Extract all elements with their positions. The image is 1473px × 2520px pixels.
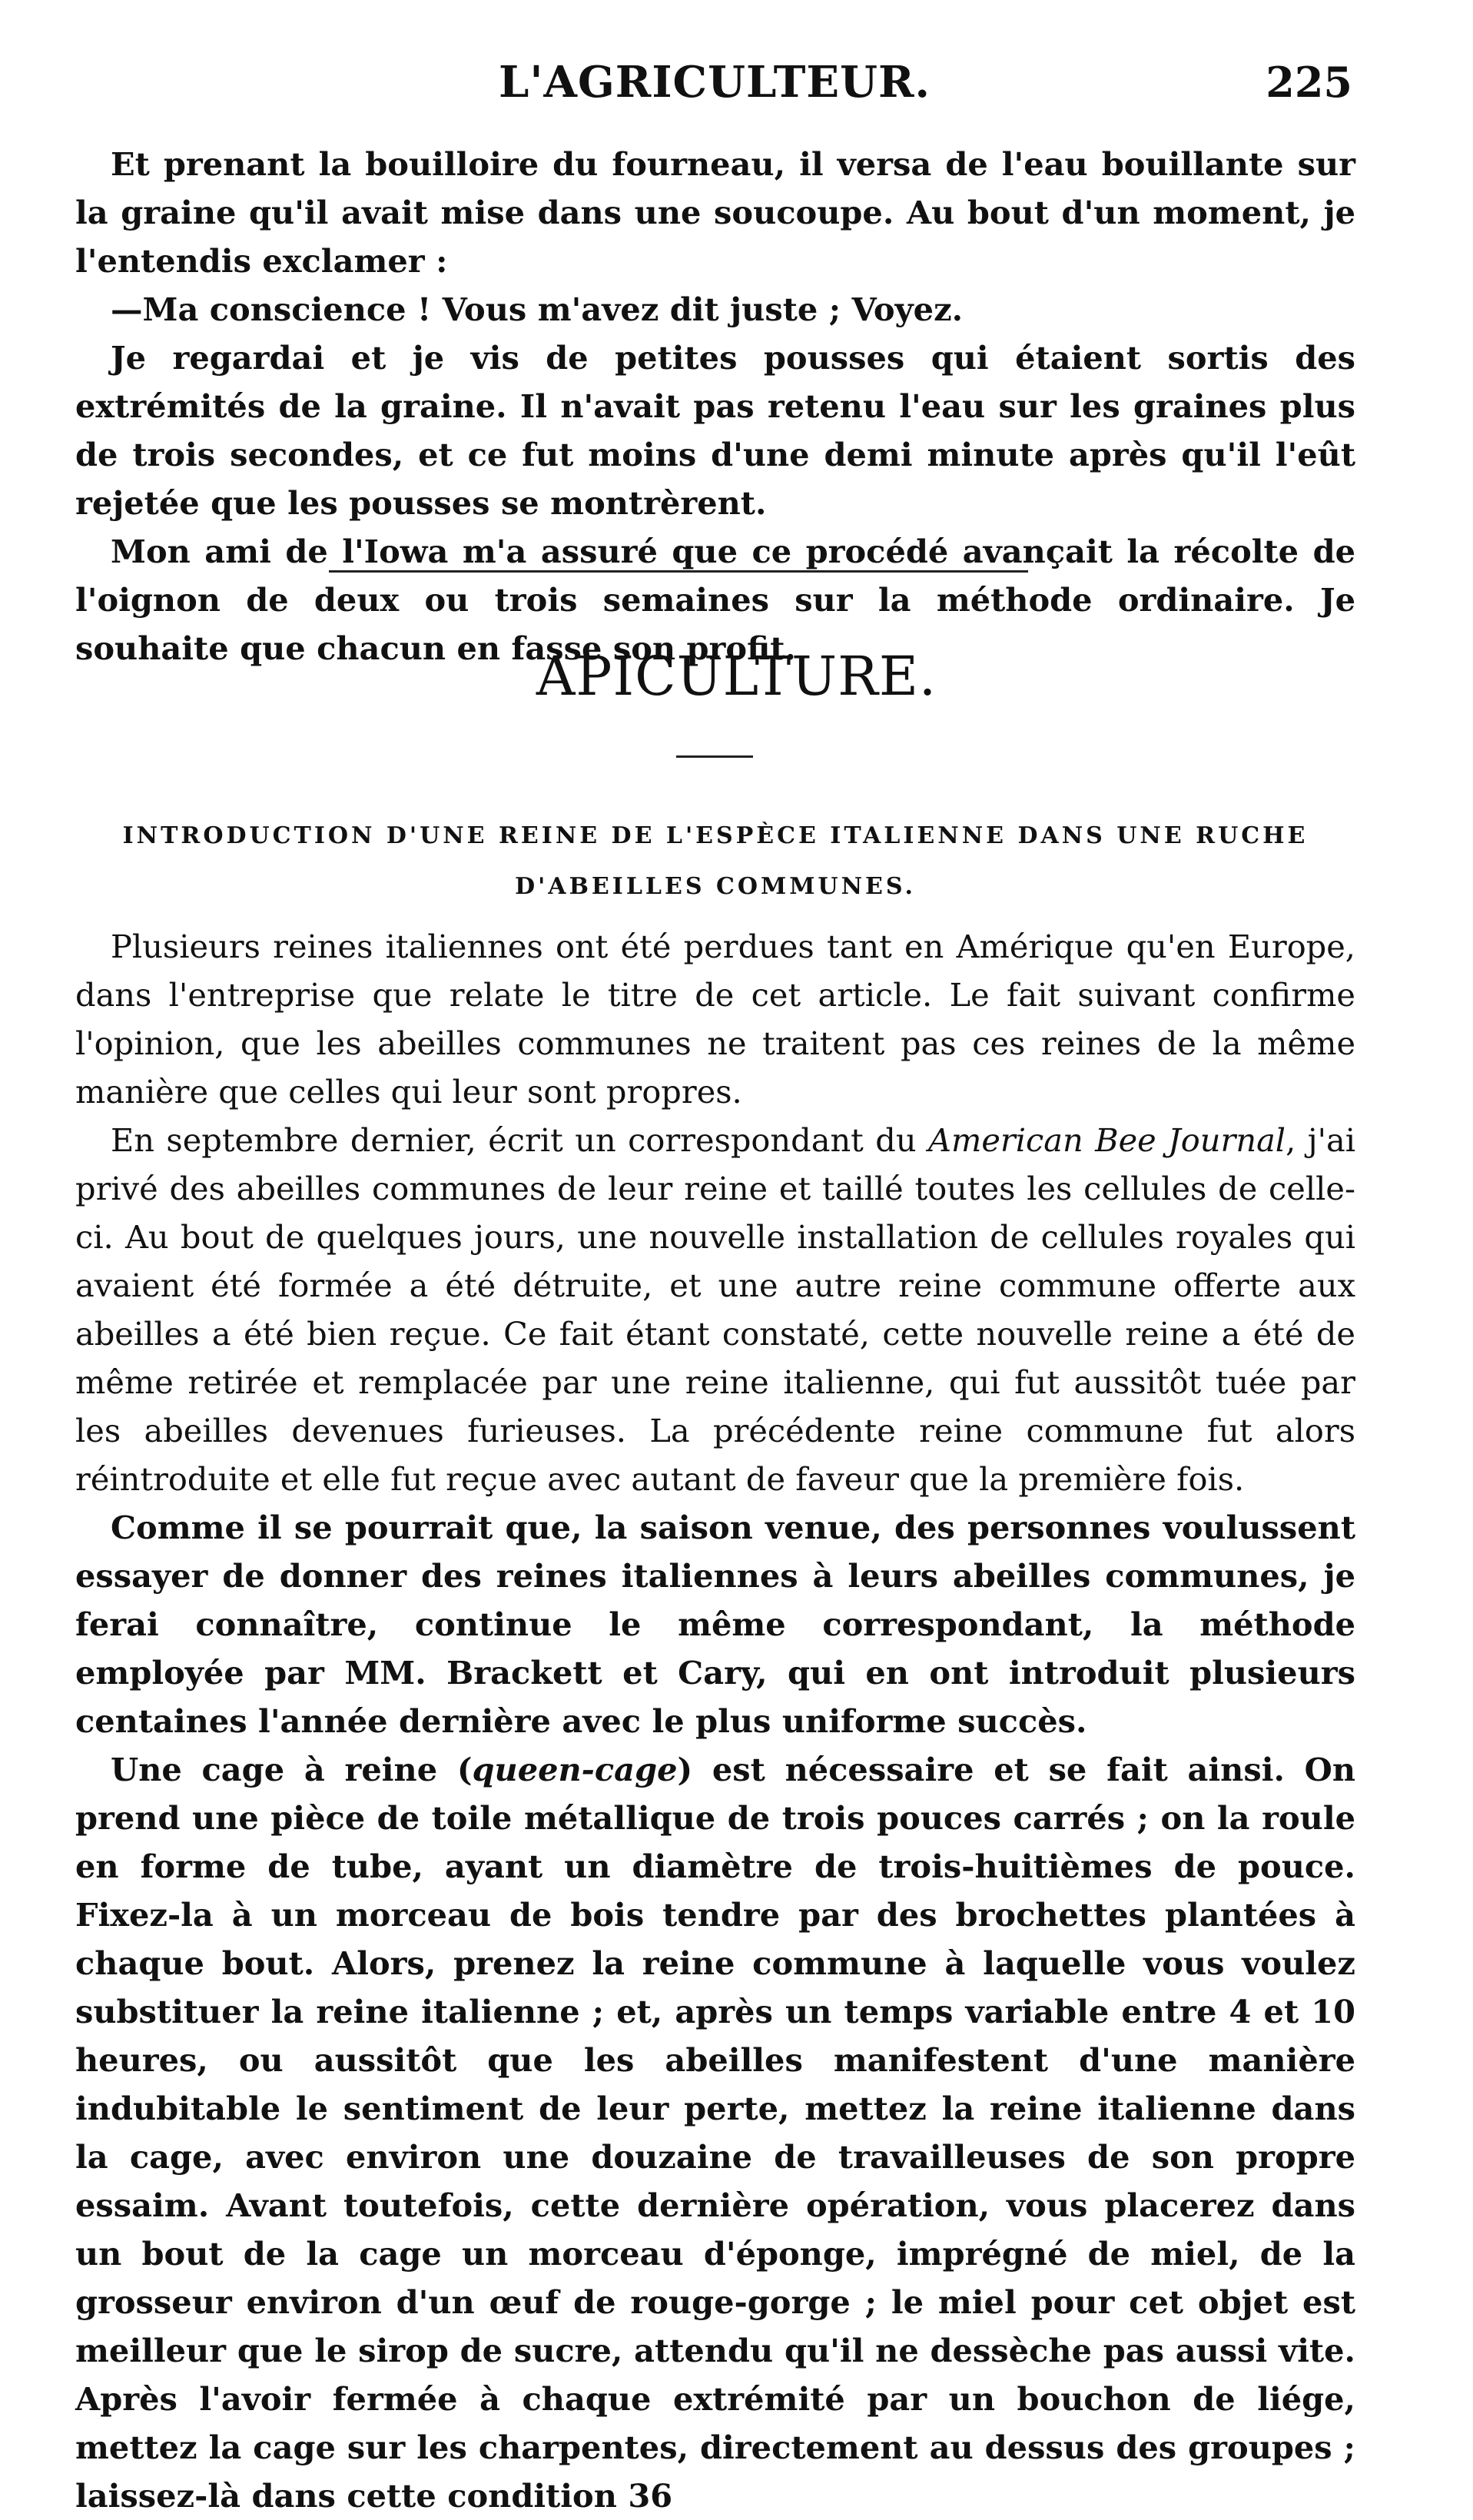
text-run: , j'ai privé des abeilles communes de leur reine et taillé toutes les cellules de celle-ci. Au bout de quelques jours, une nouvelle installation de cellules royales qui avaient été formée a été détruite, et une autre reine commune offerte aux abeilles a été bien reçue. Ce fait étant constaté, cette nouvelle reine a été de même retirée et remplacée par une reine italienne, qui fut aussitôt tuée par les abeilles devenues furieuses. La précédente reine commune fut alors réintroduite et elle fut reçue avec autant de faveur que la première fois. (75, 1121, 1355, 1498)
paragraph (75, 1116, 1355, 1503)
paragraph: Plusieurs reines italiennes ont été perdues tant en Amérique qu'en Europe, dans l'entreprise que relate le titre de cet article. Le fait suivant confirme l'opinion, que les abeilles communes ne traitent pas ces reines de la même manière que celles qui leur sont propres. (75, 928, 1355, 1111)
paragraph: Comme il se pourrait que, la saison venue, des personnes voulussent essayer de donner des reines italiennes à leurs abeilles communes, je ferai connaître, continue le même correspondant, la méthode employée par MM. Brackett et Cary, qui en ont introduit plusieurs centaines l'année dernière avec le plus uniforme succès. (75, 1509, 1355, 1740)
journal-title: American Bee Journal (928, 1121, 1286, 1159)
page-number: 225 (1266, 58, 1352, 107)
term-italic: queen-cage (472, 1751, 678, 1788)
text-run: Une cage à reine ( (111, 1751, 473, 1788)
paragraph: Je regardai et je vis de petites pousses qui étaient sortis des extrémités de la graine. Il n'avait pas retenu l'eau sur les graines plus de trois secondes, et ce fut moins d'une demi minute après qu'il l'eût rejetée que les pousses se montrèrent. (75, 339, 1355, 522)
article-body (75, 922, 1355, 2520)
paragraph: Mon ami de l'Iowa m'a assuré que ce procédé avançait la récolte de l'oignon de deux ou trois semaines sur la méthode ordinaire. Je souhaite que chacun en fasse son profit. (75, 533, 1355, 667)
running-head (77, 55, 1352, 109)
text-run: En septembre dernier, écrit un correspondant du (111, 1121, 928, 1159)
subheading-line: INTRODUCTION D'UNE REINE DE L'ESPÈCE ITALIENNE DANS UNE RUCHE (122, 822, 1309, 849)
top-section (75, 140, 1355, 672)
title-underline (676, 755, 753, 758)
article-subheading (75, 811, 1355, 912)
text-run: ) est nécessaire et se fait ainsi. On prend une pièce de toile métallique de trois pouces carrés ; on la roule en forme de tube, ayant un diamètre de trois-huitièmes de pouce. Fixez-la à un morceau de bois tendre par des brochettes plantées à chaque bout. Alors, prenez la reine commune à laquelle vous voulez substituer la reine italienne ; et, après un temps variable entre 4 et 10 heures, ou aussitôt que les abeilles manifestent d'une manière indubitable le sentiment de leur perte, mettez la reine italienne dans la cage, avec environ une douzaine de travailleuses de son propre essaim. Avant toutefois, cette dernière opération, vous placerez dans un bout de la cage un morceau d'éponge, imprégné de miel, de la grosseur environ d'un œuf de rouge-gorge ; le miel pour cet objet est meilleur que le sirop de sucre, attendu qu'il ne dessèche pas aussi vite. Après l'avoir fermée à chaque extrémité par un bouchon de liége, mettez la cage sur les charpentes, directement au dessus des groupes ; laissez-là dans cette condition 36 (75, 1751, 1356, 2515)
running-title: L'AGRICULTEUR. (499, 57, 931, 108)
paragraph (75, 1745, 1355, 2520)
section-divider (329, 570, 1028, 573)
section-title: APICULTURE. (536, 645, 937, 708)
paragraph: Et prenant la bouilloire du fourneau, il versa de l'eau bouillante sur la graine qu'il avait mise dans une soucoupe. Au bout d'un moment, je l'entendis exclamer : (75, 145, 1355, 280)
subheading-line: D'ABEILLES COMMUNES. (515, 873, 916, 900)
paragraph: —Ma conscience ! Vous m'avez dit juste ; Voyez. (111, 291, 964, 328)
